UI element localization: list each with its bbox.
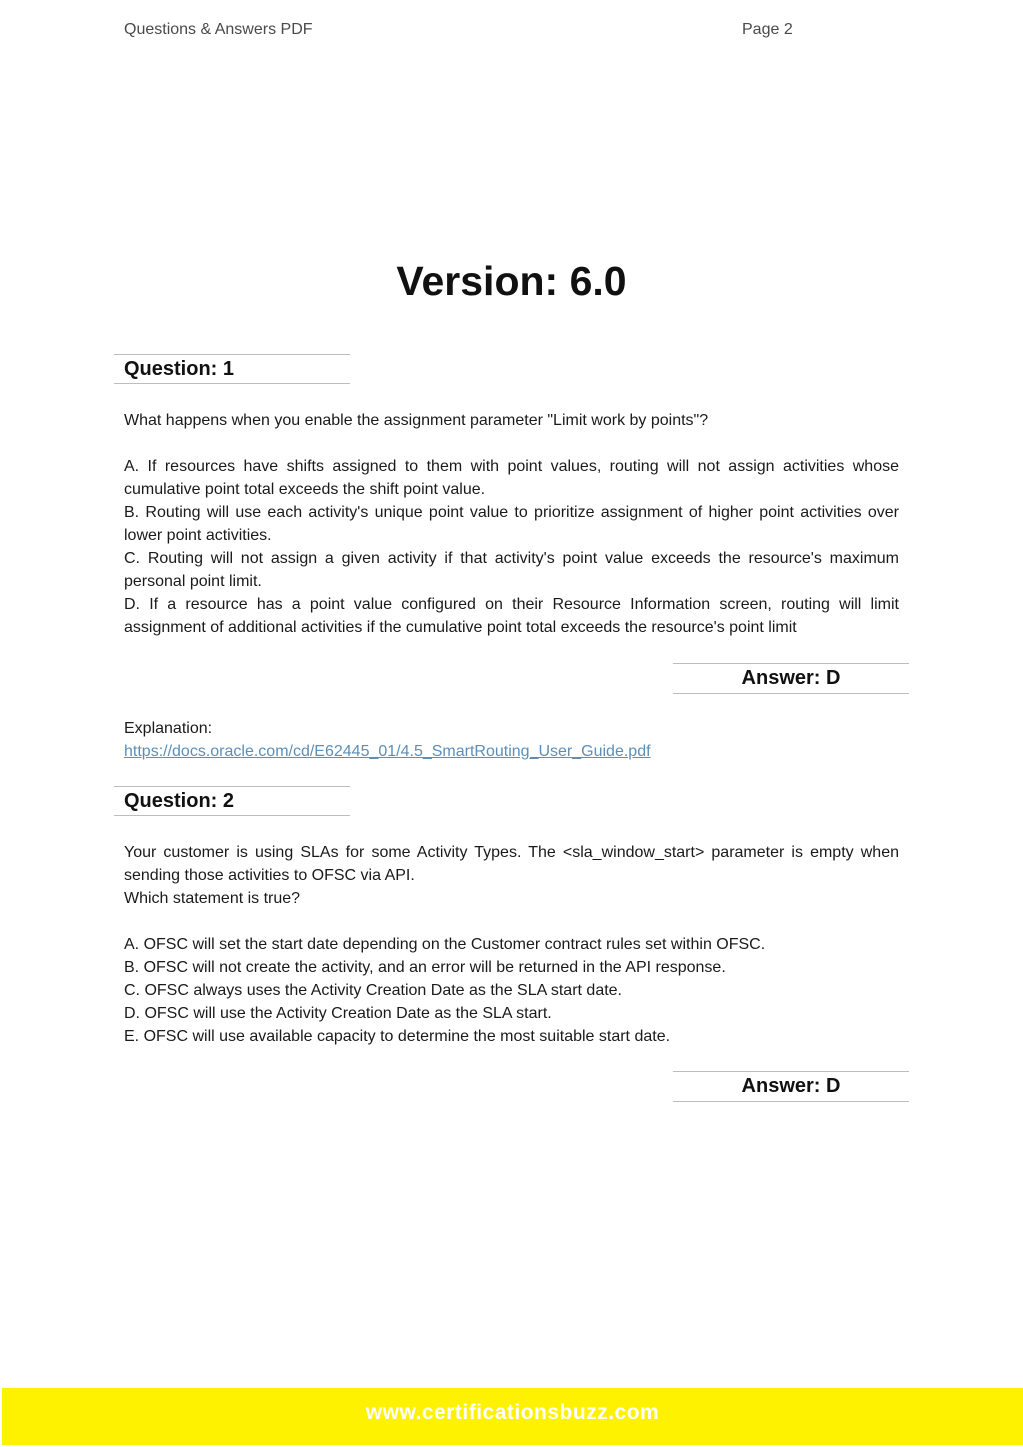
- question-2-option-e: E. OFSC will use available capacity to determine the most suitable start date.: [124, 1028, 671, 1045]
- question-1-label: Question: 1: [124, 358, 235, 380]
- footer-banner: [2, 1388, 1023, 1445]
- version-heading: Version: 6.0: [396, 258, 627, 304]
- question-2-heading: [114, 786, 350, 816]
- question-1-option-c: C. Routing will not assign a given activity if that activity's point value exceeds the resource's maximum personal point limit.: [124, 550, 899, 590]
- question-2-stem: Your customer is using SLAs for some Activity Types. The <sla_window_start> parameter is empty when sending those activities to OFSC via API.: [124, 844, 899, 884]
- explanation-link[interactable]: https://docs.oracle.com/cd/E62445_01/4.5_SmartRouting_User_Guide.pdf: [124, 743, 651, 760]
- question-2-body: [124, 841, 899, 1048]
- question-2-answer: Answer: D: [741, 1075, 841, 1097]
- question-1-explanation: [124, 717, 899, 763]
- question-1-heading: [114, 354, 350, 384]
- question-1-answer: Answer: D: [741, 667, 841, 689]
- question-1-answer-box: [673, 663, 909, 694]
- explanation-label: Explanation:: [124, 720, 213, 737]
- question-1-option-a: A. If resources have shifts assigned to them with point values, routing will not assign activities whose cumulative point total exceeds the shift point value.: [124, 458, 899, 498]
- question-2-option-b: B. OFSC will not create the activity, and an error will be returned in the API response.: [124, 959, 726, 976]
- header-title: Questions & Answers PDF: [124, 21, 313, 38]
- question-2-option-d: D. OFSC will use the Activity Creation Date as the SLA start.: [124, 1005, 552, 1022]
- footer-url[interactable]: www.certificationsbuzz.com: [365, 1401, 660, 1424]
- page-number: Page 2: [742, 21, 793, 38]
- question-1-body: [124, 409, 899, 639]
- question-2-option-c: C. OFSC always uses the Activity Creation Date as the SLA start date.: [124, 982, 622, 999]
- question-2-answer-box: [673, 1071, 909, 1102]
- question-2-option-a: A. OFSC will set the start date depending on the Customer contract rules set within OFSC.: [124, 936, 766, 953]
- question-2-prompt: Which statement is true?: [124, 890, 301, 907]
- question-1-option-b: B. Routing will use each activity's unique point value to prioritize assignment of higher point activities over lower point activities.: [124, 504, 899, 544]
- question-1-option-d: D. If a resource has a point value configured on their Resource Information screen, routing will limit assignment of additional activities if the cumulative point total exceeds the resource's point limit: [124, 596, 899, 636]
- question-2-label: Question: 2: [124, 790, 235, 812]
- question-1-stem: What happens when you enable the assignment parameter "Limit work by points"?: [124, 412, 709, 429]
